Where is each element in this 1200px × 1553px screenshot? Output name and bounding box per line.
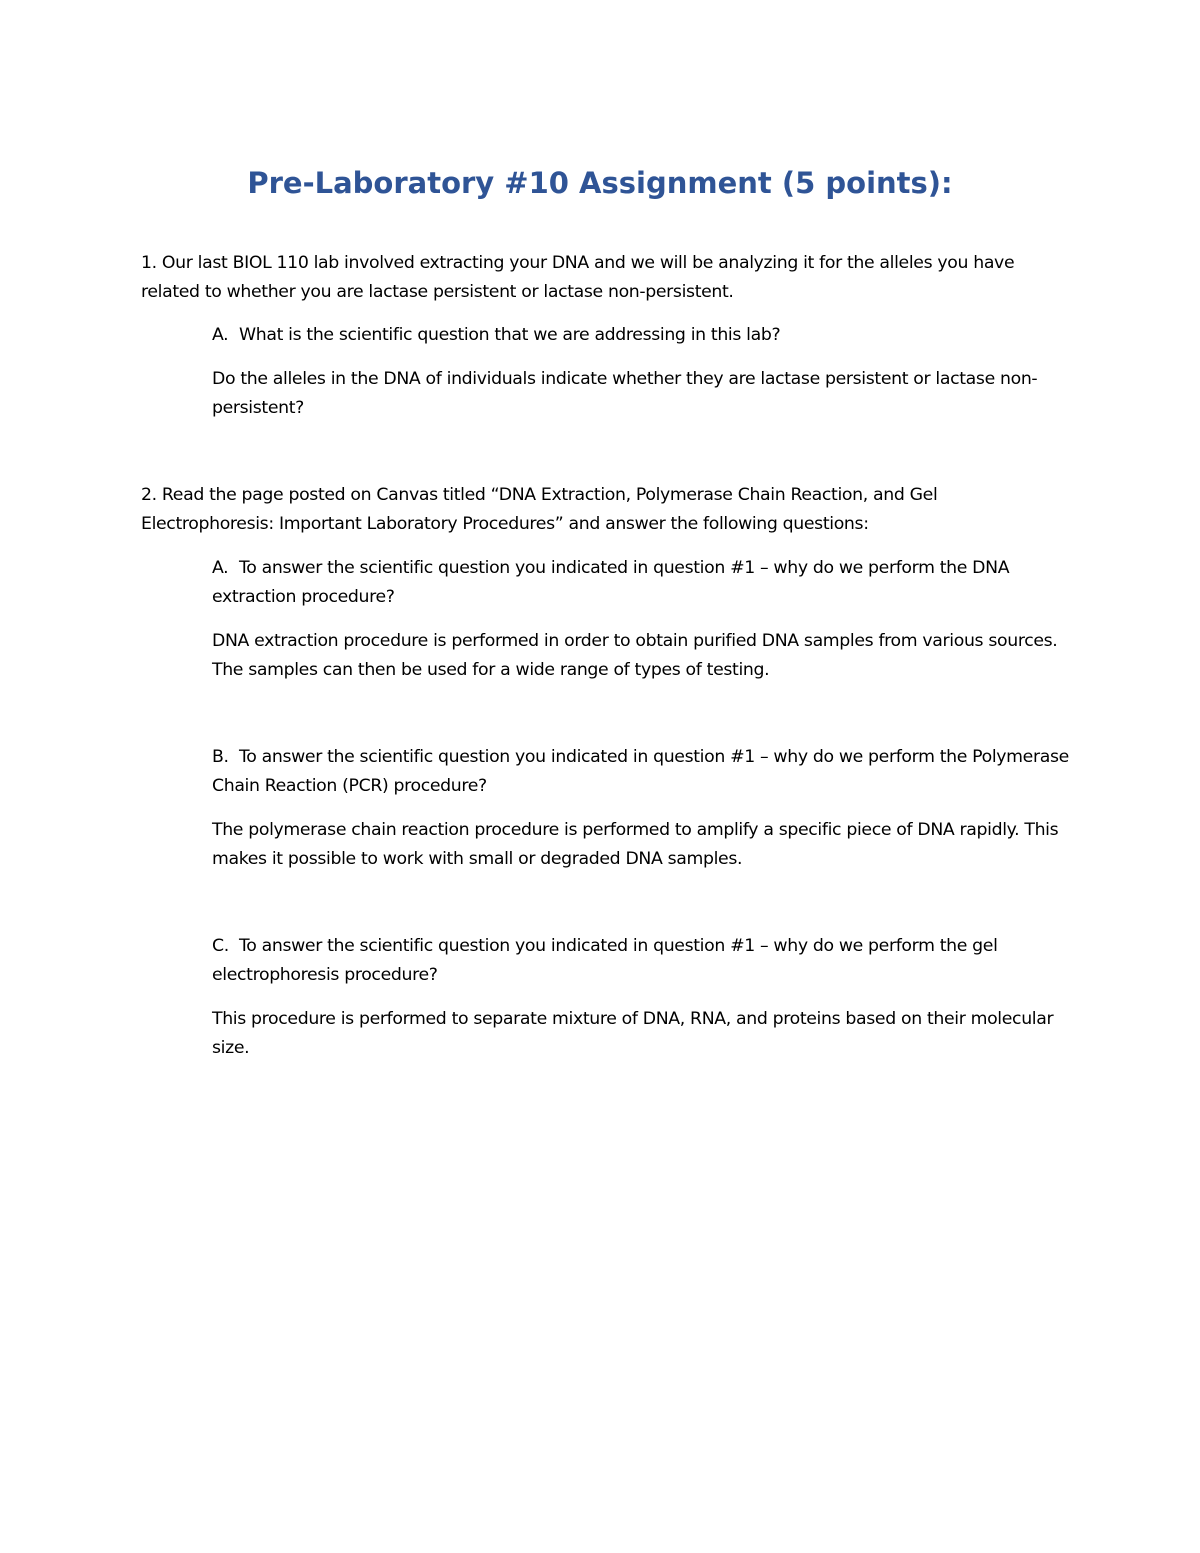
- question-2-text: 2. Read the page posted on Canvas titled “DNA Extraction, Polymerase Chain Reaction, and Gel Electrophoresis: Important Laboratory Procedures” and answer the following questions:: [141, 485, 938, 534]
- question-1a-label: A.: [212, 325, 229, 345]
- question-2b-label: B.: [212, 747, 229, 767]
- page-title: Pre-Laboratory #10 Assignment (5 points):: [247, 166, 953, 200]
- answer-2b: The polymerase chain reaction procedure is performed to amplify a specific piece of DNA rapidly. This makes it possible to work with small or degraded DNA samples.: [212, 820, 1059, 869]
- question-2c-text: To answer the scientific question you indicated in question #1 – why do we perform the gel electrophoresis procedure?: [212, 936, 998, 985]
- answer-2c: This procedure is performed to separate mixture of DNA, RNA, and proteins based on their molecular size.: [212, 1009, 1054, 1058]
- question-2a: [212, 554, 1072, 611]
- question-2b-text: To answer the scientific question you indicated in question #1 – why do we perform the Polymerase Chain Reaction (PCR) procedure?: [212, 747, 1069, 796]
- question-2a-label: A.: [212, 558, 229, 578]
- answer-2a: DNA extraction procedure is performed in order to obtain purified DNA samples from various sources. The samples can then be used for a wide range of types of testing.: [212, 631, 1058, 680]
- question-2b: [212, 743, 1072, 800]
- question-2a-text: To answer the scientific question you indicated in question #1 – why do we perform the DNA extraction procedure?: [212, 558, 1010, 607]
- question-2c-label: C.: [212, 936, 229, 956]
- question-2c: [212, 932, 1072, 989]
- question-1a: [212, 321, 1072, 350]
- question-1-text: 1. Our last BIOL 110 lab involved extracting your DNA and we will be analyzing it for the alleles you have related to whether you are lactase persistent or lactase non-persistent.: [141, 253, 1015, 302]
- question-1a-text: What is the scientific question that we are addressing in this lab?: [239, 325, 781, 345]
- answer-1a: Do the alleles in the DNA of individuals indicate whether they are lactase persistent or lactase non-persistent?: [212, 369, 1038, 418]
